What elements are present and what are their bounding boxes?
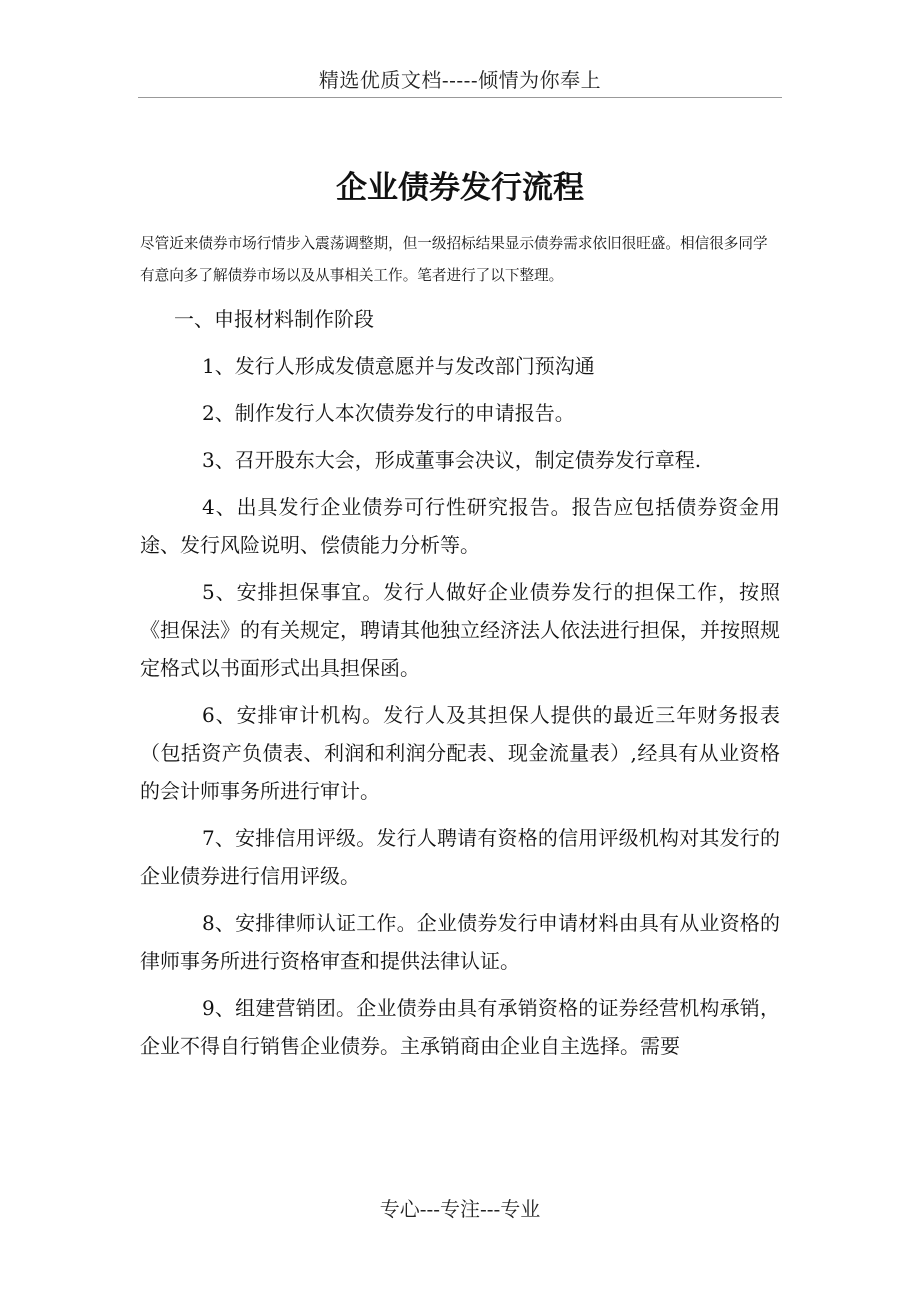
intro-paragraph: 尽管近来债券市场行情步入震荡调整期，但一级招标结果显示债券需求依旧很旺盛。相信很多同学有意向多了解债券市场以及从事相关工作。笔者进行了以下整理。 xyxy=(140,235,768,284)
list-item: 9、组建营销团。企业债券由具有承销资格的证券经营机构承销，企业不得自行销售企业债券。主承销商由企业自主选择。需要 xyxy=(140,996,780,1058)
list-item: 8、安排律师认证工作。企业债券发行申请材料由具有从业资格的律师事务所进行资格审查和提供法律认证。 xyxy=(140,911,780,973)
list-item: 4、出具发行企业债券可行性研究报告。报告应包括债券资金用途、发行风险说明、偿债能力分析等。 xyxy=(140,495,780,557)
list-item: 5、安排担保事宜。发行人做好企业债券发行的担保工作，按照《担保法》的有关规定，聘请其他独立经济法人依法进行担保，并按照规定格式以书面形式出具担保函。 xyxy=(140,580,780,680)
list-item: 3、召开股东大会，形成董事会决议，制定债券发行章程. xyxy=(202,448,702,472)
page-header: 精选优质文档-----倾情为你奉上 xyxy=(318,68,602,92)
section-heading: 一、申报材料制作阶段 xyxy=(174,307,374,331)
document-body xyxy=(140,300,780,1065)
document-title: 企业债券发行流程 xyxy=(336,169,584,206)
header-divider xyxy=(138,97,782,98)
page-footer: 专心---专注---专业 xyxy=(379,1197,541,1221)
list-item: 1、发行人形成发债意愿并与发改部门预沟通 xyxy=(202,354,595,378)
list-item: 6、安排审计机构。发行人及其担保人提供的最近三年财务报表（包括资产负债表、利润和利润分配表、现金流量表）,经具有从业资格的会计师事务所进行审计。 xyxy=(140,703,780,803)
list-item: 2、制作发行人本次债券发行的申请报告。 xyxy=(202,401,575,425)
list-item: 7、安排信用评级。发行人聘请有资格的信用评级机构对其发行的企业债券进行信用评级。 xyxy=(140,826,780,888)
